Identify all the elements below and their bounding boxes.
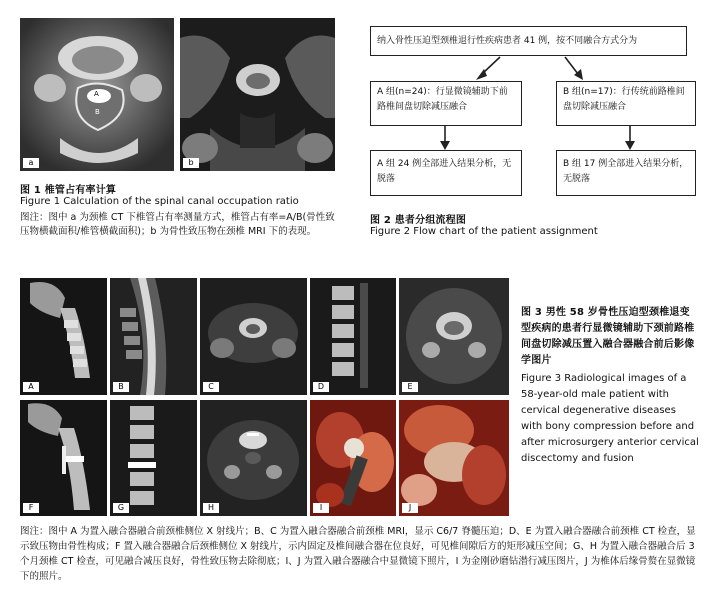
figure3-panel-A [20, 278, 107, 395]
area-a-label: A [94, 90, 99, 98]
panel-label: a [23, 158, 39, 168]
figure3-panel-C [200, 278, 307, 395]
panel-label: G [113, 503, 129, 513]
figure3-panel-I [310, 400, 396, 516]
mri-sagittal-pre [110, 278, 197, 395]
figure3-panel-F [20, 400, 107, 516]
figure1-title-en: Figure 1 Calculation of the spinal canal occupation ratio [20, 196, 299, 207]
figure2-title-cn: 图 2 患者分组流程图 [370, 215, 467, 226]
mri-axial-pre [200, 278, 307, 395]
xray-lateral-pre [20, 278, 107, 395]
area-b-label: B [95, 108, 100, 116]
flow-group-b-box: B 组(n=17)：行传统前路椎间盘切除减压融合 [556, 81, 696, 126]
microscope-drill-photo [310, 400, 396, 516]
flow-result-b-box: B 组 17 例全部进入结果分析，无脱落 [556, 150, 696, 196]
ct-axial-pre [399, 278, 509, 395]
figure3-panel-H [200, 400, 307, 516]
panel-label: b [183, 158, 199, 168]
panel-label: H [203, 503, 219, 513]
flow-group-a-box: A 组(n=24)：行显微镜辅助下前路椎间盘切除减压融合 [370, 81, 522, 126]
figure2-title-en: Figure 2 Flow chart of the patient assignment [370, 226, 598, 237]
flow-top-box: 纳入骨性压迫型颈椎退行性疾病患者 41 例，按不同融合方式分为 [370, 26, 687, 56]
figure3-title-cn: 图 3 男性 58 岁骨性压迫型颈椎退变型疾病的患者行显微镜辅助下颈前路椎间盘切除减压置入融合器融合前后影像学图片 [521, 307, 695, 366]
ct-axial-post [200, 400, 307, 516]
ct-sagittal-post [110, 400, 197, 516]
flow-result-a-box: A 组 24 例全部进入结果分析，无脱落 [370, 150, 522, 196]
figure1-panel-b [180, 18, 335, 171]
xray-lateral-post [20, 400, 107, 516]
figure1-title-cn: 图 1 椎管占有率计算 [20, 185, 117, 196]
figure3-title-en: Figure 3 Radiological images of a 58-year-old male patient with cervical degenerative diseases with bony compression before and after microsurgery anterior cervical discectomy and fusion [521, 373, 699, 464]
figure3-panel-B [110, 278, 197, 395]
mri-axial-image [180, 18, 335, 171]
figure1-panel-a [20, 18, 174, 171]
ct-sagittal-pre [310, 278, 396, 395]
figure3-panel-G [110, 400, 197, 516]
figure3-panel-E [399, 278, 509, 395]
panel-label: C [203, 382, 219, 392]
panel-label: E [402, 382, 418, 392]
microscope-osteophyte-photo [399, 400, 509, 516]
panel-label: A [23, 382, 39, 392]
panel-label: I [313, 503, 329, 513]
figure3-note: 图注：图中 A 为置入融合器融合前颈椎侧位 X 射线片；B、C 为置入融合器融合前颈椎 MRI，显示 C6/7 脊髓压迫；D、E 为置入融合器融合前颈椎 CT 检查，显示致压物由骨性构成；F 置入融合器融合后颈椎侧位 X 射线片，示内固定及椎间融合器在位良好，可见椎间隙后方的矩形减压空间；G、H 为置入融合器融合后 3 个月颈椎 CT 检查，可见融合减压良好，骨性致压物去除彻底；I、J 为置入融合器融合中显微镜下照片，I 为金刚砂磨钻潜行减压图片，J 为椎体后缘骨赘在显微镜下的照片。 [20, 526, 696, 582]
figure1-note: 图注：图中 a 为颈椎 CT 下椎管占有率测量方式，椎管占有率=A/B(骨性致压物横截面积/椎管横截面积)；b 为骨性致压物在颈椎 MRI 下的表现。 [20, 212, 335, 237]
panel-label: F [23, 503, 39, 513]
figure3-panel-D [310, 278, 396, 395]
panel-label: B [113, 382, 129, 392]
panel-label: J [402, 503, 418, 513]
figure3-panel-J [399, 400, 509, 516]
panel-label: D [313, 382, 329, 392]
